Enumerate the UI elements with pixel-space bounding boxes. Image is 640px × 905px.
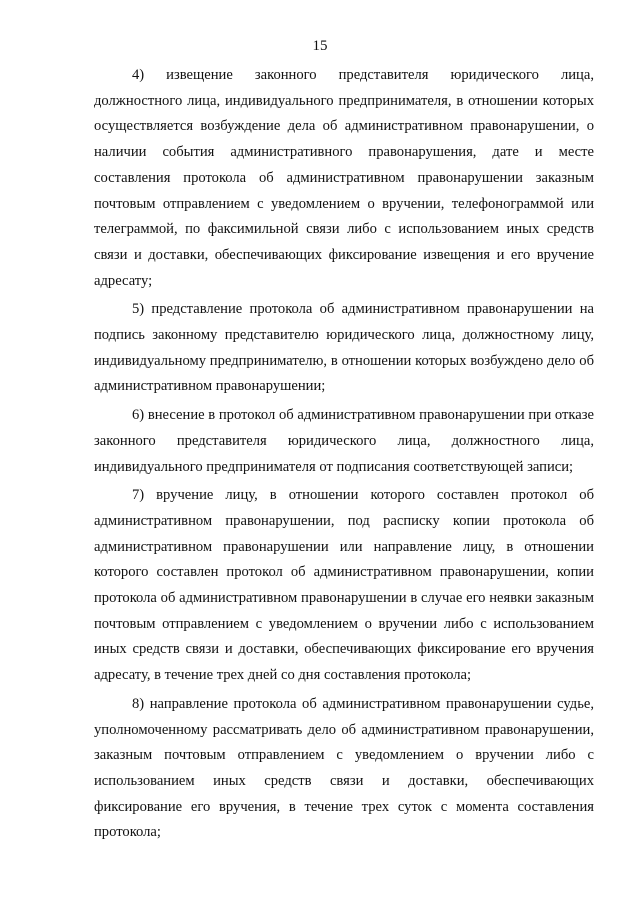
paragraph-item-5: 5) представление протокола об административном правонарушении на подпись законному представителю юридического лица, должностному лицу, индивидуальному предпринимателю, в отношении которых возбуждено дело об административном правонарушении; (94, 301, 594, 395)
document-body (94, 63, 594, 846)
paragraph-item-4: 4) извещение законного представителя юридического лица, должностного лица, индивидуального предпринимателя, в отношении которых осуществляется возбуждение дела об административном правонарушении, о наличии события административного правонарушения, дате и месте составления протокола об административном правонарушении заказным почтовым отправлением с уведомлением о вручении, телефонограммой или телеграммой, по факсимильной связи либо с использованием иных средств связи и доставки, обеспечивающих фиксирование извещения и его вручение адресату; (94, 67, 594, 289)
page-number: 15 (312, 38, 328, 54)
paragraph-item-7: 7) вручение лицу, в отношении которого составлен протокол об административном правонарушении, под расписку копии протокола об административном правонарушении или направление лицу, в отношении которого составлен протокол об административном правонарушении, копии протокола об административном правонарушении в случае его неявки заказным почтовым отправлением с уведомлением о вручении либо с использованием иных средств связи и доставки, обеспечивающих фиксирование его вручения адресату, в течение трех дней со дня составления протокола; (94, 487, 594, 684)
paragraph-item-8: 8) направление протокола об административном правонарушении судье, уполномоченному рассматривать дело об административном правонарушении, заказным почтовым отправлением с уведомлением о вручении либо с использованием иных средств связи и доставки, обеспечивающих фиксирование его вручения, в течение трех суток с момента составления протокола; (94, 695, 594, 841)
paragraph-item-6: 6) внесение в протокол об административном правонарушении при отказе законного представителя юридического лица, должностного лица, индивидуального предпринимателя от подписания соответствующей записи; (94, 407, 594, 475)
